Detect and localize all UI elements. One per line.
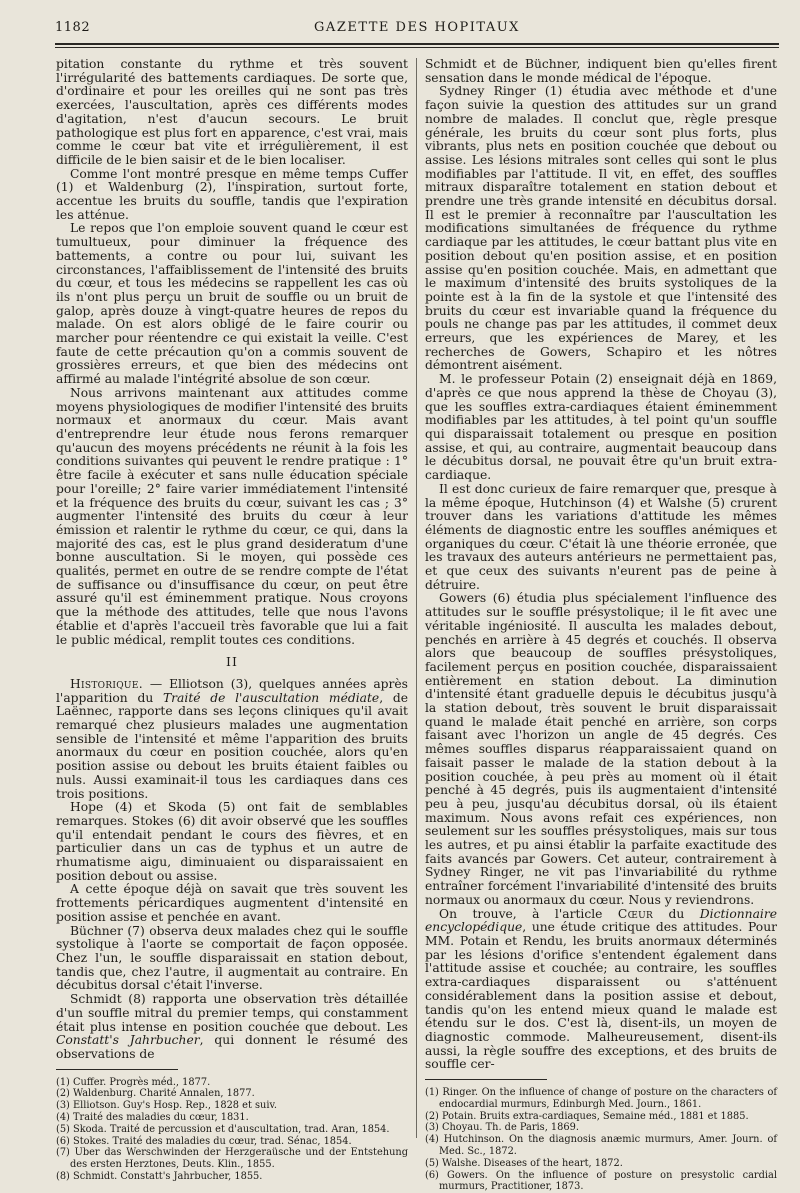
page-number: 1182 [55, 20, 91, 35]
footnote: (7) Uber das Werschwinden der Herzgeraüsche und der Entstehung des ersten Herztones, Deuts. Klin., 1855. [56, 1147, 408, 1171]
paragraph: Schmidt et de Büchner, indiquent bien qu'elles firent sensation dans le monde médical de l'époque. [425, 57, 777, 85]
dictionnaire-title: Dictionnaire encyclopédique [425, 906, 777, 935]
footnote-rule [56, 1069, 178, 1070]
footnote: (5) Skoda. Traité de percussion et d'auscultation, trad. Aran, 1854. [56, 1123, 390, 1135]
paragraph: Gowers (6) étudia plus spécialement l'influence des attitudes sur le souffle présystolique; il le fit avec une véritable ingéniosité. Il ausculta les malades debout, penchés en arrière à 45 degrés et couchés. Il observa alors que beaucoup de souffles présystoliques, facilement perçus en position couchée, disparaissaient entièrement en station debout. La diminution d'intensité étant graduelle depuis le décubitus jusqu'à la station debout, très souvent le bruit disparaissait quand le malade était penché en arrière, son corps faisant avec l'horizon un angle de 45 degrés. Ces mêmes souffles disparus réapparaissaient quand on faisait passer le malade de la station debout à la position couchée, à peu près au moment où il était penché à 45 degrés, puis ils augmentaient d'intensité peu à peu, jusqu'au décubitus dorsal, où ils étaient maximum. Nous avons refait ces expériences, non seulement sur les souffles présystoliques, mais sur tous les autres, et pu ainsi établir la parfaite exactitude des faits avancés par Gowers. Cet auteur, contrairement à Sydney Ringer, ne vit pas l'invariabilité du rythme entraîner forcément l'invariabilité d'intensité des bruits normaux ou anormaux du cœur. Nous y reviendrons. [425, 591, 777, 907]
left-footnotes [56, 1077, 408, 1183]
historique-text-1: — Elliotson (3), quelques années après l'apparition du [56, 676, 408, 705]
page-header [55, 20, 779, 40]
last-text-2: du [653, 906, 700, 921]
paragraph: Le repos que l'on emploie souvent quand le cœur est tumultueux, pour diminuer la fréquence des battements, a contre ou pour lui, suivant les circonstances, l'affaiblissement de l'intensité des bruits du cœur, et tous les médecins se rappellent les cas où ils n'ont plus perçu un bruit de souffle ou un bruit de galop, après douze à vingt-quatre heures de repos du malade. On est alors obligé de le faire courir ou marcher pour réentendre ce qui existait la veille. C'est faute de cette précaution qu'on a commis souvent de grossières erreurs, et que bien des médecins ont affirmé au malade l'intégrité absolue de son cœur. [56, 221, 408, 387]
right-column [425, 58, 777, 1193]
footnote: (2) Waldenburg. Charité Annalen, 1877. [56, 1088, 255, 1100]
footnote: (1) Cuffer. Progrès méd., 1877. [56, 1076, 211, 1088]
section-number: II [226, 654, 238, 670]
column-divider [416, 58, 417, 1138]
last-text-3: , une étude critique des attitudes. Pour MM. Potain et Rendu, les bruits anormaux déterminés par les lésions d'orifice s'entendent également dans l'attitude assise et couchée; au contraire, les souffles extra-cardiaques disparaissent ou s'atténuent considérablement dans la position assise et debout, tandis qu'on les entend mieux quand le malade est étendu sur le dos. C'est là, disent-ils, un moyen de diagnostic commode. Malheureusement, disent-ils aussi, la règle souffre des exceptions, et des bruits de souffle cer- [425, 920, 777, 1072]
schmidt-text-2: , qui donnent le résumé des observations de [56, 1033, 408, 1061]
footnote: (6) Stokes. Traité des maladies du cœur, trad. Sénac, 1854. [56, 1135, 352, 1147]
running-title: GAZETTE DES HOPITAUX [314, 20, 520, 35]
footnote: (3) Choyau. Th. de Paris, 1869. [425, 1122, 579, 1134]
historique-text-2: , de Laënnec, rapporte dans ses leçons cliniques qu'il avait remarqué chez plusieurs malades une augmentation sensible de l'intensité et même l'apparition des bruits anormaux du cœur en position couchée, alors qu'en position assise ou debout les bruits étaient faibles ou nuls. Aussi examinait-il tous les cardiaques dans ces trois positions. [56, 690, 408, 801]
footnote: (3) Elliotson. Guy's Hosp. Rep., 1828 et suiv. [56, 1100, 277, 1112]
footnote: (1) Ringer. On the influence of change of posture on the characters of endocardial murmurs, Edinburgh Med. Journ., 1861. [425, 1087, 777, 1110]
paragraph: M. le professeur Potain (2) enseignait déjà en 1869, d'après ce que nous apprend la thèse de Choyau (3), que les souffles extra-cardiaques étaient éminemment modifiables par les attitudes, à tel point qu'un souffle qui disparaissait totalement ou presque en position assise, et qui, au contraire, augmentait beaucoup dans le décubitus dorsal, ne pouvait être qu'un bruit extra-cardiaque. [425, 372, 777, 483]
schmidt-text: Schmidt (8) rapporta une observation très détaillée d'un souffle mitral du premier temps, qui constamment était plus intense en position couchée que debout. Les [56, 992, 408, 1034]
historique-title: Traité de l'auscultation médiate [162, 690, 380, 705]
footnote: (2) Potain. Bruits extra-cardiaques, Semaine méd., 1881 et 1885. [425, 1110, 749, 1122]
paragraph: Il est donc curieux de faire remarquer que, presque à la même époque, Hutchinson (4) et Walshe (5) crurent trouver dans les variations d'attitude les mêmes éléments de diagnostic entre les souffles anémiques et organiques du cœur. C'était là une théorie erronée, que les travaux des auteurs antérieurs ne permettaient pas, et que ceux des suivants n'eurent pas de peine à détruire. [425, 481, 777, 592]
footnote: (4) Hutchinson. On the diagnosis anæmic murmurs, Amer. Journ. of Med. Sc., 1872. [425, 1134, 777, 1158]
coeur-caps: Cœur [617, 906, 654, 921]
last-text-1: On trouve, à l'article [439, 906, 618, 921]
historique-lead: Historique. [70, 676, 143, 691]
left-column [56, 58, 408, 1183]
footnote-rule [425, 1079, 547, 1080]
paragraph: Hope (4) et Skoda (5) ont fait de semblables remarques. Stokes (6) dit avoir observé que les souffles qu'il entendait pendant le cours des fièvres, et en particulier dans un cas de typhus et un autre de rhumatisme aigu, diminuaient ou disparaissaient en position debout ou assise. [56, 800, 408, 883]
paragraph-schmidt [56, 993, 408, 1062]
paragraph: A cette époque déjà on savait que très souvent les frottements péricardiques augmentent d'intensité en position assise et penchée en avant. [56, 882, 408, 924]
footnote: (5) Walshe. Diseases of the heart, 1872. [425, 1157, 623, 1169]
paragraph: pitation constante du rythme et très souvent l'irrégularité des battements cardiaques. De sorte que, d'ordinaire et pour les oreilles qui ne sont pas très exercées, l'auscultation, après ces différents modes d'agitation, n'est d'aucun secours. Le bruit pathologique est plus fort en apparence, c'est vrai, mais comme le cœur bat vite et irrégulièrement, il est difficile de le bien saisir et de le bien localiser. [56, 57, 408, 167]
paragraph: Comme l'ont montré presque en même temps Cuffer (1) et Waldenburg (2), l'inspiration, surtout forte, accentue les bruits du souffle, tandis que l'expiration les atténue. [56, 166, 408, 222]
footnote: (8) Schmidt. Constatt's Jahrbucher, 1855. [56, 1171, 263, 1182]
right-footnotes [425, 1087, 777, 1193]
footnote: (4) Traité des maladies du cœur, 1831. [56, 1112, 249, 1124]
paragraph-historique [56, 678, 408, 801]
paragraph-dictionnaire [425, 908, 777, 1072]
header-rule-thin [55, 47, 779, 48]
paragraph: Nous arrivons maintenant aux attitudes comme moyens physiologiques de modifier l'intensité des bruits normaux et anormaux du cœur. Mais avant d'entreprendre leur étude nous ferons remarquer qu'aucun des moyens précédents ne réunit à la fois les conditions suivantes qui peuvent le rendre pratique : 1° être facile à exécuter et sans nulle éducation spéciale pour l'oreille; 2° faire varier immédiatement l'intensité et la fréquence des bruits du cœur, suivant les cas ; 3° augmenter l'intensité des bruits du cœur à leur émission et ralentir le rythme du cœur, ce qui, dans la majorité des cas, est le plus grand desideratum d'une bonne auscultation. Si le moyen, qui possède ces qualités, permet en outre de se rendre compte de l'état de suffisance ou d'insuffisance du cœur, on peut être assuré qu'il est éminemment pratique. Nous croyons que la méthode des attitudes, telle que nous l'avons établie et d'après l'accueil très favorable que lui a fait le public médical, remplit toutes ces conditions. [56, 385, 408, 647]
paragraph: Sydney Ringer (1) étudia avec méthode et d'une façon suivie la question des attitudes sur un grand nombre de malades. Il conclut que, règle presque générale, les bruits du cœur sont plus forts, plus vibrants, plus nets en position couchée que debout ou assise. Les lésions mitrales sont celles qui sont le plus modifiables par l'attitude. Il vit, en effet, des souffles mitraux disparaître totalement en station debout et prendre une très grande intensité en décubitus dorsal. Il est le premier à reconnaître par l'auscultation les modifications simultanées de fréquence du rythme cardiaque par les attitudes, le cœur battant plus vite en position debout qu'en position assise, et en position assise qu'en position couchée. Mais, en admettant que le maximum d'intensité des bruits systoliques de la pointe est à la fin de la systole et que l'intensité des bruits du cœur est invariable quand la fréquence du pouls ne change pas par les attitudes, il commet deux erreurs, que les expériences de Marey, et les recherches de Gowers, Schapiro et les nôtres démontrent aisément. [425, 84, 777, 373]
header-rule-thick [55, 43, 779, 45]
paragraph: Büchner (7) observa deux malades chez qui le souffle systolique à l'aorte se comportait de façon opposée. Chez l'un, le souffle disparaissait en station debout, tandis que, chez l'autre, il augmentait au contraire. En décubitus dorsal c'était l'inverse. [56, 923, 408, 993]
schmidt-title: Constatt's Jahrbucher [56, 1033, 200, 1048]
footnote: (6) Gowers. On the influence of posture on presystolic cardial murmurs, Practitioner, 1873. [425, 1169, 777, 1193]
